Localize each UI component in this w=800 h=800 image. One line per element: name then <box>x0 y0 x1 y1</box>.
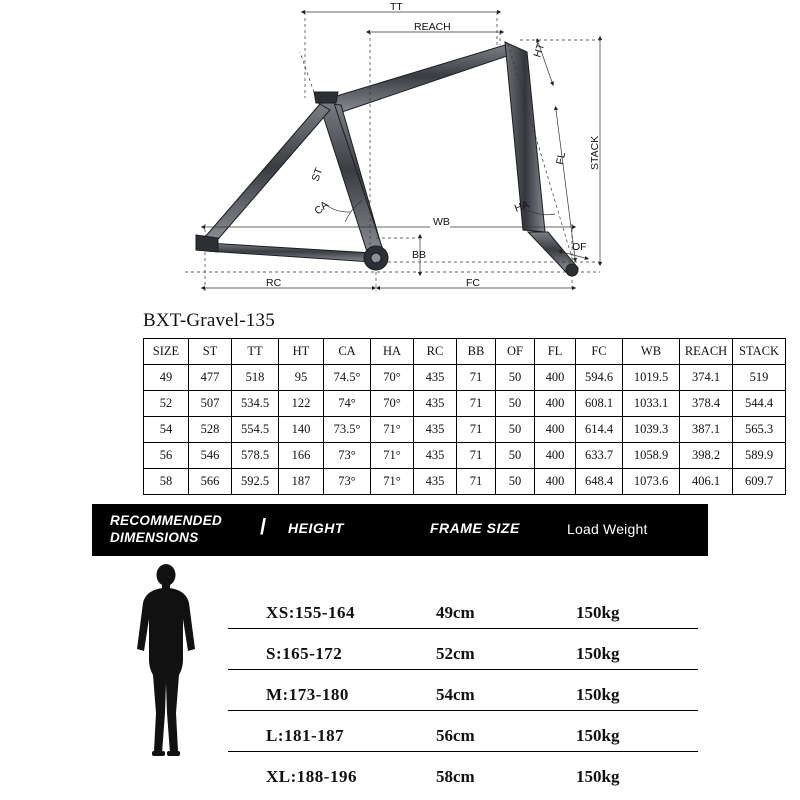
list-item <box>228 629 698 670</box>
geometry-header-rc: RC <box>414 339 457 365</box>
cell-size: 56 <box>144 443 189 469</box>
cell-stack: 609.7 <box>733 469 786 495</box>
cell-fl: 400 <box>535 417 576 443</box>
cell-st: 528 <box>189 417 232 443</box>
cell-fc: 608.1 <box>576 391 623 417</box>
cell-size: 58 <box>144 469 189 495</box>
cell-size: 54 <box>144 417 189 443</box>
cell-wb: 1058.9 <box>623 443 680 469</box>
table-row <box>144 469 786 495</box>
cell-ca: 74.5° <box>324 365 371 391</box>
size-recommendation-list <box>228 588 698 792</box>
cell-wb: 1073.6 <box>623 469 680 495</box>
list-item <box>228 711 698 752</box>
row-frame-size: 58cm <box>436 767 475 786</box>
cell-stack: 565.3 <box>733 417 786 443</box>
cell-ha: 71° <box>371 469 414 495</box>
table-row <box>144 365 786 391</box>
cell-wb: 1033.1 <box>623 391 680 417</box>
diagram-label-st: ST <box>309 166 326 184</box>
cell-fc: 614.4 <box>576 417 623 443</box>
row-load-weight: 150kg <box>576 603 620 622</box>
diagram-label-fc: FC <box>466 277 480 289</box>
row-height: M:173-180 <box>266 685 349 704</box>
row-frame-size: 52cm <box>436 644 475 663</box>
banner-title-line1: RECOMMENDED <box>110 513 223 528</box>
cell-of: 50 <box>496 391 535 417</box>
cell-fl: 400 <box>535 443 576 469</box>
cell-of: 50 <box>496 443 535 469</box>
cell-bb: 71 <box>457 391 496 417</box>
cell-ca: 73° <box>324 469 371 495</box>
cell-ht: 140 <box>279 417 324 443</box>
list-item <box>228 670 698 711</box>
banner-title-line2: DIMENSIONS <box>110 530 199 545</box>
diagram-label-fl: FL <box>554 151 569 166</box>
diagram-label-wb: WB <box>433 216 450 228</box>
cell-stack: 589.9 <box>733 443 786 469</box>
recommended-dimensions-banner <box>92 504 708 556</box>
cell-rc: 435 <box>414 443 457 469</box>
cell-bb: 71 <box>457 469 496 495</box>
cell-ca: 74° <box>324 391 371 417</box>
cell-rc: 435 <box>414 469 457 495</box>
row-load-weight: 150kg <box>576 644 620 663</box>
geometry-header-st: ST <box>189 339 232 365</box>
geometry-header-fl: FL <box>535 339 576 365</box>
cell-st: 507 <box>189 391 232 417</box>
banner-column-frame-size: FRAME SIZE <box>430 520 520 536</box>
geometry-header-bb: BB <box>457 339 496 365</box>
diagram-label-reach: REACH <box>414 21 451 33</box>
cell-reach: 378.4 <box>680 391 733 417</box>
diagram-label-tt: TT <box>390 1 403 13</box>
banner-column-load-weight: Load Weight <box>567 521 648 537</box>
cell-rc: 435 <box>414 417 457 443</box>
geometry-header-size: SIZE <box>144 339 189 365</box>
cell-of: 50 <box>496 469 535 495</box>
cell-of: 50 <box>496 417 535 443</box>
cell-tt: 592.5 <box>232 469 279 495</box>
cell-rc: 435 <box>414 365 457 391</box>
cell-ht: 122 <box>279 391 324 417</box>
cell-ha: 71° <box>371 417 414 443</box>
rider-silhouette-icon <box>120 563 212 763</box>
row-height: S:165-172 <box>266 644 343 663</box>
cell-size: 49 <box>144 365 189 391</box>
cell-fl: 400 <box>535 469 576 495</box>
row-load-weight: 150kg <box>576 726 620 745</box>
banner-slash-divider: / <box>260 514 267 539</box>
cell-size: 52 <box>144 391 189 417</box>
cell-st: 477 <box>189 365 232 391</box>
list-item <box>228 588 698 629</box>
row-load-weight: 150kg <box>576 685 620 704</box>
cell-ht: 187 <box>279 469 324 495</box>
model-title: BXT-Gravel-135 <box>143 310 275 331</box>
geometry-header-ht: HT <box>279 339 324 365</box>
diagram-label-of: OF <box>572 241 587 253</box>
row-height: XS:155-164 <box>266 603 356 622</box>
cell-bb: 71 <box>457 443 496 469</box>
row-frame-size: 56cm <box>436 726 475 745</box>
cell-tt: 554.5 <box>232 417 279 443</box>
cell-bb: 71 <box>457 417 496 443</box>
frame-drawing <box>196 42 578 276</box>
geometry-header-fc: FC <box>576 339 623 365</box>
cell-reach: 374.1 <box>680 365 733 391</box>
frame-geometry-diagram <box>0 0 800 305</box>
cell-st: 566 <box>189 469 232 495</box>
diagram-label-ht: HT <box>531 41 548 59</box>
row-height: XL:188-196 <box>266 767 357 786</box>
diagram-label-bb: BB <box>412 249 427 261</box>
geometry-header-ha: HA <box>371 339 414 365</box>
geometry-header-tt: TT <box>232 339 279 365</box>
table-row <box>144 391 786 417</box>
geometry-table <box>143 338 786 495</box>
cell-ha: 70° <box>371 391 414 417</box>
cell-ht: 166 <box>279 443 324 469</box>
geometry-header-ca: CA <box>324 339 371 365</box>
cell-of: 50 <box>496 365 535 391</box>
row-load-weight: 150kg <box>576 767 620 786</box>
cell-tt: 518 <box>232 365 279 391</box>
row-frame-size: 54cm <box>436 685 475 704</box>
cell-fc: 594.6 <box>576 365 623 391</box>
banner-column-height: HEIGHT <box>288 520 344 536</box>
geometry-table-header-row <box>144 339 786 365</box>
cell-reach: 406.1 <box>680 469 733 495</box>
cell-reach: 387.1 <box>680 417 733 443</box>
cell-fl: 400 <box>535 391 576 417</box>
list-item <box>228 752 698 792</box>
diagram-label-ca: CA <box>312 198 332 218</box>
diagram-label-stack: STACK <box>589 135 601 170</box>
diagram-label-rc: RC <box>266 277 282 289</box>
geometry-header-of: OF <box>496 339 535 365</box>
cell-ha: 70° <box>371 365 414 391</box>
table-row <box>144 443 786 469</box>
cell-fc: 648.4 <box>576 469 623 495</box>
cell-wb: 1019.5 <box>623 365 680 391</box>
row-frame-size: 49cm <box>436 603 475 622</box>
geometry-header-stack: STACK <box>733 339 786 365</box>
geometry-header-wb: WB <box>623 339 680 365</box>
cell-fc: 633.7 <box>576 443 623 469</box>
cell-stack: 519 <box>733 365 786 391</box>
cell-ca: 73° <box>324 443 371 469</box>
cell-reach: 398.2 <box>680 443 733 469</box>
cell-ca: 73.5° <box>324 417 371 443</box>
cell-st: 546 <box>189 443 232 469</box>
diagram-label-ha: HA <box>512 198 531 215</box>
table-row <box>144 417 786 443</box>
cell-ht: 95 <box>279 365 324 391</box>
cell-ha: 71° <box>371 443 414 469</box>
row-height: L:181-187 <box>266 726 345 745</box>
cell-fl: 400 <box>535 365 576 391</box>
banner-title <box>110 512 255 546</box>
cell-wb: 1039.3 <box>623 417 680 443</box>
geometry-header-reach: REACH <box>680 339 733 365</box>
cell-stack: 544.4 <box>733 391 786 417</box>
cell-rc: 435 <box>414 391 457 417</box>
cell-bb: 71 <box>457 365 496 391</box>
cell-tt: 534.5 <box>232 391 279 417</box>
cell-tt: 578.5 <box>232 443 279 469</box>
